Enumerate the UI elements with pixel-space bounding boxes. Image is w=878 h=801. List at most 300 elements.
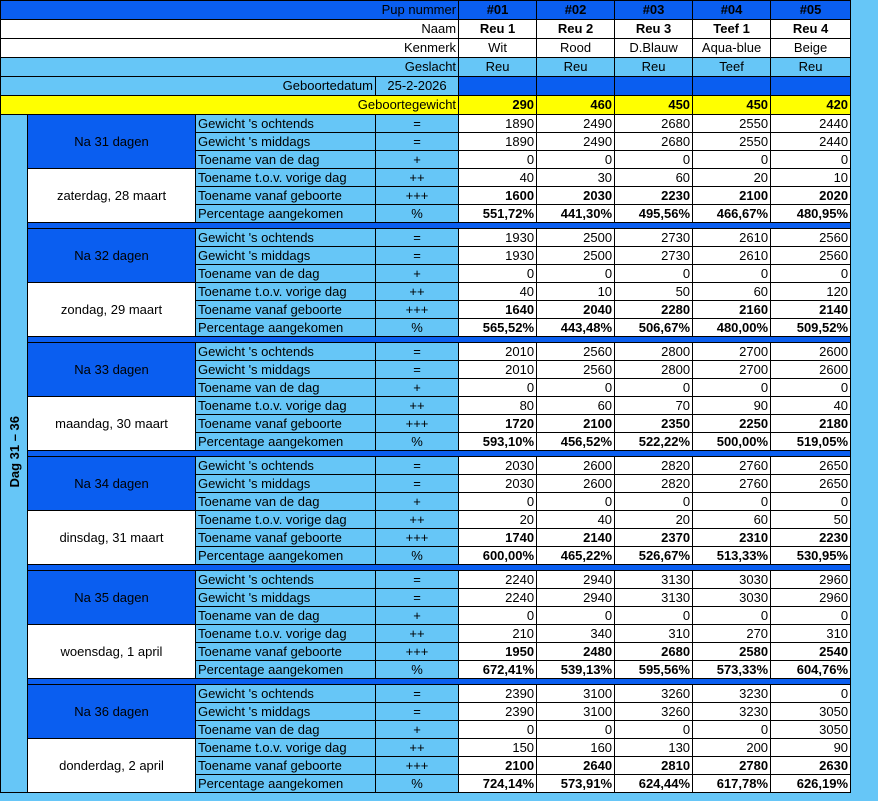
value-cell: 20 [459,511,537,529]
row-label: Percentage aangekomen [196,547,376,565]
value-cell: 2820 [615,457,693,475]
row-label: Gewicht 's middags [196,361,376,379]
pup-number: #01 [459,1,537,20]
value-cell: 2600 [537,457,615,475]
empty-cell [459,77,537,96]
value-cell: 495,56% [615,205,693,223]
value-cell: 1930 [459,229,537,247]
value-cell: 0 [537,265,615,283]
value-cell: 2100 [459,757,537,775]
value-cell: 60 [693,511,771,529]
row-symbol: + [376,607,459,625]
row-symbol: + [376,493,459,511]
row-label: Gewicht 's middags [196,703,376,721]
value-cell: 150 [459,739,537,757]
row-symbol: ++ [376,283,459,301]
value-cell: 10 [771,169,851,187]
margin-cell [851,529,878,547]
table-row [1,343,878,361]
row-label: Toename vanaf geboorte [196,187,376,205]
value-cell: 10 [537,283,615,301]
table-row [1,739,878,757]
value-cell: 3030 [693,571,771,589]
day-date: woensdag, 1 april [28,625,196,679]
value-cell: 2490 [537,115,615,133]
value-cell: 2240 [459,589,537,607]
row-label: Toename van de dag [196,607,376,625]
value-cell: 120 [771,283,851,301]
value-cell: 2680 [615,133,693,151]
value-cell: 2030 [537,187,615,205]
value-cell: 2230 [615,187,693,205]
row-symbol: +++ [376,415,459,433]
margin-cell [851,115,878,133]
value-cell: 0 [693,265,771,283]
value-cell: 1740 [459,529,537,547]
row-symbol: + [376,721,459,739]
day-range-text: Dag 31 – 36 [6,415,22,488]
table-row [1,283,878,301]
value-cell: 2560 [771,229,851,247]
value-cell: 70 [615,397,693,415]
margin-cell [851,77,878,96]
value-cell: 1890 [459,115,537,133]
value-cell: 2180 [771,415,851,433]
empty-cell [693,77,771,96]
value-cell: 3100 [537,703,615,721]
row-label: Toename t.o.v. vorige dag [196,625,376,643]
row-symbol: = [376,229,459,247]
row-label: Toename vanaf geboorte [196,757,376,775]
margin-cell [851,187,878,205]
value-cell: 0 [537,379,615,397]
margin-cell [851,379,878,397]
margin-cell [851,757,878,775]
value-cell: 2800 [615,361,693,379]
value-cell: 2500 [537,229,615,247]
value-cell: 2700 [693,361,771,379]
value-cell: 310 [771,625,851,643]
value-cell: 2940 [537,571,615,589]
value-cell: 200 [693,739,771,757]
row-label: Toename vanaf geboorte [196,301,376,319]
margin-cell [851,415,878,433]
value-cell: 2440 [771,115,851,133]
row-symbol: % [376,433,459,451]
value-cell: 0 [771,379,851,397]
margin-cell [851,457,878,475]
pup-gender: Teef [693,58,771,77]
value-cell: 3230 [693,703,771,721]
table-row [1,39,878,58]
value-cell: 604,76% [771,661,851,679]
row-symbol: +++ [376,757,459,775]
value-cell: 0 [693,379,771,397]
value-cell: 506,67% [615,319,693,337]
pup-gender: Reu [771,58,851,77]
value-cell: 3260 [615,685,693,703]
empty-cell [615,77,693,96]
value-cell: 600,00% [459,547,537,565]
margin-cell [851,151,878,169]
row-label: Gewicht 's middags [196,475,376,493]
value-cell: 3130 [615,589,693,607]
value-cell: 2960 [771,589,851,607]
value-cell: 1890 [459,133,537,151]
table-row [1,571,878,589]
pup-gender: Reu [615,58,693,77]
table-row [1,511,878,529]
value-cell: 30 [537,169,615,187]
value-cell: 60 [537,397,615,415]
row-symbol: % [376,775,459,793]
pup-gender-label: Geslacht [1,58,459,77]
margin-cell [851,283,878,301]
value-cell: 340 [537,625,615,643]
value-cell: 0 [537,607,615,625]
value-cell: 624,44% [615,775,693,793]
value-cell: 2800 [615,343,693,361]
pup-gender: Reu [537,58,615,77]
day-date: zondag, 29 maart [28,283,196,337]
birthweight-value: 420 [771,96,851,115]
value-cell: 522,22% [615,433,693,451]
table-row [1,685,878,703]
row-label: Toename t.o.v. vorige dag [196,169,376,187]
table-row [1,77,878,96]
value-cell: 0 [615,379,693,397]
value-cell: 1600 [459,187,537,205]
row-symbol: ++ [376,169,459,187]
pup-name: Reu 4 [771,20,851,39]
value-cell: 2440 [771,133,851,151]
row-symbol: + [376,379,459,397]
row-label: Toename t.o.v. vorige dag [196,397,376,415]
value-cell: 0 [615,265,693,283]
value-cell: 130 [615,739,693,757]
row-symbol: + [376,265,459,283]
value-cell: 2550 [693,133,771,151]
row-symbol: % [376,547,459,565]
value-cell: 0 [537,721,615,739]
value-cell: 456,52% [537,433,615,451]
table-row [1,1,878,20]
row-symbol: ++ [376,625,459,643]
margin-cell [851,20,878,39]
value-cell: 2580 [693,643,771,661]
value-cell: 2390 [459,685,537,703]
margin-cell [851,58,878,77]
value-cell: 466,67% [693,205,771,223]
table-row [1,229,878,247]
value-cell: 0 [615,493,693,511]
value-cell: 573,91% [537,775,615,793]
margin-cell [851,589,878,607]
margin-cell [851,205,878,223]
row-symbol: = [376,475,459,493]
value-cell: 2100 [693,187,771,205]
value-cell: 0 [459,151,537,169]
value-cell: 0 [615,607,693,625]
value-cell: 2940 [537,589,615,607]
row-symbol: % [376,205,459,223]
margin-cell [851,301,878,319]
table-row [1,96,878,115]
value-cell: 3100 [537,685,615,703]
value-cell: 310 [615,625,693,643]
row-label: Toename vanaf geboorte [196,643,376,661]
margin-cell [851,133,878,151]
value-cell: 617,78% [693,775,771,793]
row-label: Percentage aangekomen [196,433,376,451]
value-cell: 1640 [459,301,537,319]
birthdate-label: Geboortedatum [1,77,376,96]
margin-cell [851,721,878,739]
table-row [1,169,878,187]
value-cell: 0 [771,607,851,625]
value-cell: 480,00% [693,319,771,337]
pup-number: #03 [615,1,693,20]
row-symbol: +++ [376,187,459,205]
value-cell: 2240 [459,571,537,589]
value-cell: 40 [537,511,615,529]
value-cell: 2020 [771,187,851,205]
value-cell: 60 [693,283,771,301]
value-cell: 2030 [459,475,537,493]
value-cell: 2010 [459,343,537,361]
margin-cell [851,511,878,529]
day-date: dinsdag, 31 maart [28,511,196,565]
value-cell: 2640 [537,757,615,775]
pup-name-label: Naam [1,20,459,39]
row-label: Gewicht 's ochtends [196,571,376,589]
value-cell: 2610 [693,229,771,247]
margin-cell [851,739,878,757]
margin-cell [851,96,878,115]
pup-trait-label: Kenmerk [1,39,459,58]
value-cell: 2550 [693,115,771,133]
row-label: Toename t.o.v. vorige dag [196,283,376,301]
value-cell: 2680 [615,115,693,133]
value-cell: 465,22% [537,547,615,565]
margin-cell [851,661,878,679]
row-label: Percentage aangekomen [196,661,376,679]
margin-cell [851,571,878,589]
table-row [1,625,878,643]
value-cell: 3130 [615,571,693,589]
value-cell: 573,33% [693,661,771,679]
value-cell: 3030 [693,589,771,607]
value-cell: 2700 [693,343,771,361]
value-cell: 210 [459,625,537,643]
row-symbol: = [376,343,459,361]
value-cell: 2140 [771,301,851,319]
days-after-birth: Na 36 dagen [28,685,196,739]
row-label: Toename van de dag [196,721,376,739]
empty-cell [771,77,851,96]
value-cell: 90 [771,739,851,757]
row-label: Toename vanaf geboorte [196,415,376,433]
table-row [1,397,878,415]
row-symbol: + [376,151,459,169]
row-label: Percentage aangekomen [196,319,376,337]
birthweight-value: 450 [693,96,771,115]
row-label: Toename van de dag [196,265,376,283]
empty-cell [537,77,615,96]
row-label: Percentage aangekomen [196,775,376,793]
birthweight-value: 290 [459,96,537,115]
row-symbol: = [376,361,459,379]
pup-number-label: Pup nummer [1,1,459,20]
value-cell: 2560 [771,247,851,265]
value-cell: 80 [459,397,537,415]
row-label: Gewicht 's middags [196,589,376,607]
value-cell: 0 [459,379,537,397]
row-symbol: = [376,247,459,265]
row-label: Gewicht 's ochtends [196,115,376,133]
value-cell: 2250 [693,415,771,433]
value-cell: 443,48% [537,319,615,337]
row-label: Toename t.o.v. vorige dag [196,739,376,757]
row-label: Gewicht 's ochtends [196,685,376,703]
value-cell: 500,00% [693,433,771,451]
birthweight-value: 450 [615,96,693,115]
value-cell: 565,52% [459,319,537,337]
row-symbol: = [376,457,459,475]
row-label: Gewicht 's ochtends [196,343,376,361]
table-row [1,58,878,77]
margin-cell [851,775,878,793]
value-cell: 3050 [771,703,851,721]
row-symbol: ++ [376,511,459,529]
value-cell: 2760 [693,475,771,493]
margin-cell [851,169,878,187]
value-cell: 1720 [459,415,537,433]
value-cell: 0 [693,721,771,739]
margin-cell [851,1,878,20]
value-cell: 519,05% [771,433,851,451]
pup-trait: Beige [771,39,851,58]
value-cell: 40 [459,169,537,187]
value-cell: 270 [693,625,771,643]
value-cell: 539,13% [537,661,615,679]
value-cell: 530,95% [771,547,851,565]
row-symbol: +++ [376,529,459,547]
value-cell: 551,72% [459,205,537,223]
value-cell: 593,10% [459,433,537,451]
pup-name: Reu 1 [459,20,537,39]
value-cell: 724,14% [459,775,537,793]
margin-cell [851,39,878,58]
value-cell: 0 [459,493,537,511]
days-after-birth: Na 33 dagen [28,343,196,397]
value-cell: 3260 [615,703,693,721]
margin-cell [851,433,878,451]
pup-gender: Reu [459,58,537,77]
value-cell: 2820 [615,475,693,493]
value-cell: 2650 [771,475,851,493]
days-after-birth: Na 32 dagen [28,229,196,283]
value-cell: 0 [459,721,537,739]
pup-trait: Wit [459,39,537,58]
row-symbol: = [376,685,459,703]
margin-cell [851,547,878,565]
row-label: Toename van de dag [196,379,376,397]
value-cell: 595,56% [615,661,693,679]
row-label: Gewicht 's middags [196,247,376,265]
pup-trait: D.Blauw [615,39,693,58]
row-label: Toename vanaf geboorte [196,529,376,547]
value-cell: 2630 [771,757,851,775]
value-cell: 0 [771,265,851,283]
row-label: Gewicht 's middags [196,133,376,151]
row-symbol: = [376,571,459,589]
days-after-birth: Na 31 dagen [28,115,196,169]
value-cell: 2730 [615,247,693,265]
value-cell: 2500 [537,247,615,265]
value-cell: 1950 [459,643,537,661]
margin-cell [851,247,878,265]
value-cell: 3050 [771,721,851,739]
value-cell: 2600 [537,475,615,493]
value-cell: 2040 [537,301,615,319]
birthdate-value: 25-2-2026 [376,77,459,96]
value-cell: 672,41% [459,661,537,679]
row-label: Gewicht 's ochtends [196,457,376,475]
value-cell: 2760 [693,457,771,475]
value-cell: 509,52% [771,319,851,337]
value-cell: 40 [459,283,537,301]
value-cell: 0 [537,151,615,169]
value-cell: 513,33% [693,547,771,565]
margin-cell [851,607,878,625]
row-label: Toename van de dag [196,493,376,511]
value-cell: 0 [615,721,693,739]
day-date: donderdag, 2 april [28,739,196,793]
value-cell: 2560 [537,343,615,361]
margin-cell [851,319,878,337]
value-cell: 2370 [615,529,693,547]
birthweight-label: Geboortegewicht [1,96,459,115]
table-row [1,457,878,475]
margin-cell [851,343,878,361]
value-cell: 2730 [615,229,693,247]
day-date: maandag, 30 maart [28,397,196,451]
value-cell: 2390 [459,703,537,721]
value-cell: 20 [615,511,693,529]
pup-name: Reu 3 [615,20,693,39]
value-cell: 0 [693,607,771,625]
row-symbol: ++ [376,739,459,757]
pup-number: #05 [771,1,851,20]
value-cell: 50 [771,511,851,529]
pup-trait: Rood [537,39,615,58]
value-cell: 2160 [693,301,771,319]
value-cell: 0 [771,685,851,703]
value-cell: 2310 [693,529,771,547]
pup-number: #02 [537,1,615,20]
row-symbol: = [376,703,459,721]
margin-cell [851,493,878,511]
row-symbol: % [376,319,459,337]
row-label: Toename van de dag [196,151,376,169]
value-cell: 2010 [459,361,537,379]
margin-cell [851,361,878,379]
value-cell: 2230 [771,529,851,547]
value-cell: 160 [537,739,615,757]
value-cell: 2540 [771,643,851,661]
pup-name: Reu 2 [537,20,615,39]
